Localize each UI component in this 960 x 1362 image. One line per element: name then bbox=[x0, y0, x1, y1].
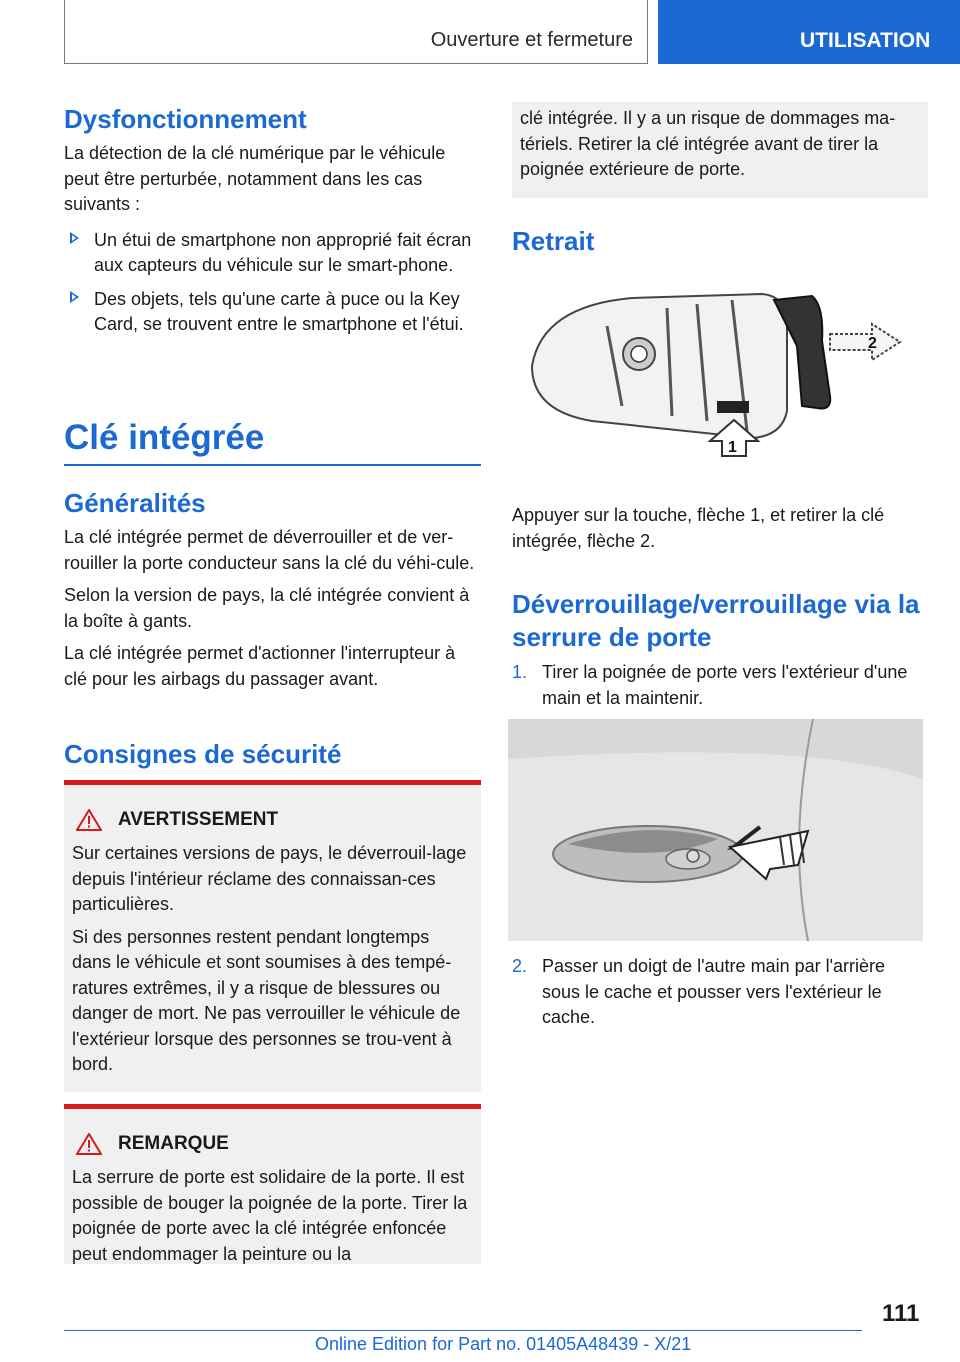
step-text: Tirer la poignée de porte vers l'extérieur d'une main et la maintenir. bbox=[542, 662, 908, 708]
remark-p1: La serrure de porte est solidaire de la porte. Il est possible de bouger la poignée de la porte. Tirer la poignée de porte avec la clé intégrée enfoncée peut endommager la peinture ou la bbox=[72, 1167, 468, 1264]
deverrouillage-section bbox=[512, 588, 928, 711]
step-number: 1. bbox=[512, 662, 528, 682]
retrait-heading: Retrait bbox=[512, 226, 595, 256]
step-number: 2. bbox=[512, 956, 528, 976]
warning-box bbox=[64, 780, 481, 1092]
retrait-text: Appuyer sur la touche, flèche 1, et retirer la clé intégrée, flèche 2. bbox=[512, 505, 885, 551]
dysfonctionnement-intro: La détection de la clé numérique par le véhicule peut être perturbée, notamment dans les cas suivants : bbox=[64, 143, 446, 214]
list-item bbox=[64, 287, 481, 338]
list-item bbox=[512, 954, 928, 1031]
triangle-bullet-icon bbox=[70, 232, 79, 244]
cle-integree-heading: Clé intégrée bbox=[64, 418, 481, 466]
warning-triangle-icon bbox=[76, 1133, 102, 1155]
remark-continued-text: clé intégrée. Il y a un risque de dommages ma-tériels. Retirer la clé intégrée avant de tirer la poignée extérieure de porte. bbox=[520, 108, 896, 179]
warning-p2: Si des personnes restent pendant longtemps dans le véhicule et sont soumises à des tempé-ratures extrêmes, il y a risque de blessures ou danger de mort. Ne pas verrouiller le véhicule de l'extérieur lorsque des personnes se trou-vent à bord. bbox=[72, 926, 461, 1074]
consignes-section bbox=[64, 739, 481, 770]
retrait-section bbox=[512, 226, 928, 257]
dysfonctionnement-heading: Dysfonctionnement bbox=[64, 104, 307, 134]
online-edition-text: Online Edition for Part no. 01405A48439 - X/21 bbox=[315, 1334, 692, 1354]
remark-box bbox=[64, 1104, 481, 1264]
generalites-p2: Selon la version de pays, la clé intégrée convient à la boîte à gants. bbox=[64, 585, 470, 631]
retrait-text-block bbox=[512, 503, 928, 554]
dysfonctionnement-section bbox=[64, 104, 481, 338]
warning-p1: Sur certaines versions de pays, le déverrouil-lage depuis l'intérieur réclame des connaissan-ces particulières. bbox=[72, 843, 467, 914]
step-text: Passer un doigt de l'autre main par l'arrière sous le cache et pousser vers l'extérieur le cache. bbox=[542, 956, 886, 1027]
generalites-heading: Généralités bbox=[64, 488, 206, 518]
page-number: 111 bbox=[882, 1300, 920, 1327]
generalites-p1: La clé intégrée permet de déverrouiller et de ver-rouiller la porte conducteur sans la clé du véhi-cule. bbox=[64, 527, 475, 573]
figure-label-1: 1 bbox=[728, 439, 737, 456]
cle-integree-section bbox=[64, 418, 481, 466]
generalites-p3: La clé intégrée permet d'actionner l'interrupteur à clé pour les airbags du passager avant. bbox=[64, 643, 456, 689]
door-handle-figure bbox=[508, 719, 923, 941]
list-item bbox=[512, 660, 928, 711]
deverrouillage-heading: Déverrouillage/verrouillage via la serrure de porte bbox=[512, 589, 920, 652]
remark-continued-box bbox=[512, 102, 928, 198]
warning-header bbox=[72, 809, 473, 831]
bullet-text: Des objets, tels qu'une carte à puce ou la Key Card, se trouvent entre le smartphone et l'étui. bbox=[94, 288, 464, 334]
list-item bbox=[64, 228, 481, 279]
warning-triangle-icon bbox=[76, 809, 102, 831]
step-2-block bbox=[512, 954, 928, 1031]
consignes-heading: Consignes de sécurité bbox=[64, 739, 342, 769]
remark-header bbox=[72, 1133, 473, 1155]
section-title: Ouverture et fermeture bbox=[430, 29, 633, 51]
triangle-bullet-icon bbox=[70, 291, 79, 303]
remark-title: REMARQUE bbox=[118, 1133, 229, 1154]
warning-title: AVERTISSEMENT bbox=[118, 809, 279, 830]
figure-label-2: 2 bbox=[868, 335, 877, 352]
footer-divider bbox=[64, 1330, 862, 1331]
header-frame bbox=[64, 0, 648, 64]
generalites-section bbox=[64, 488, 481, 692]
bullet-text: Un étui de smartphone non approprié fait écran aux capteurs du véhicule sur le smart-phone. bbox=[94, 229, 472, 275]
integrated-key-figure bbox=[512, 286, 912, 466]
chapter-tab[interactable]: UTILISATION bbox=[658, 0, 960, 64]
